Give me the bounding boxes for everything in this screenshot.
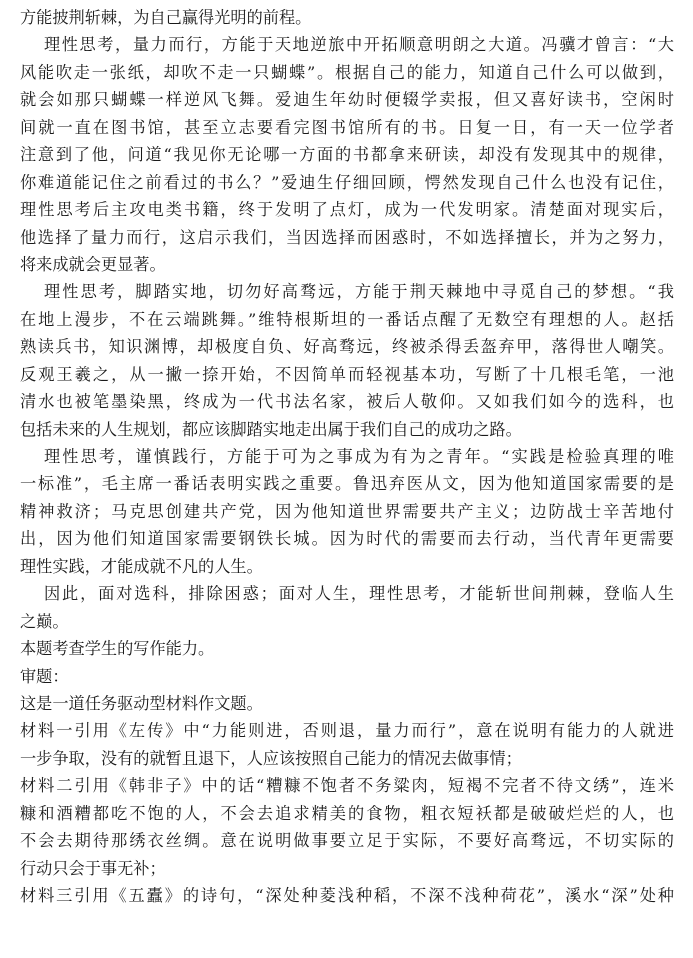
text-line: 理性思考，脚踏实地，切勿好高骛远，方能于荆天棘地中寻觅自己的梦想。“我 xyxy=(44,282,674,302)
text-line: 之巅。 xyxy=(20,611,69,631)
text-line: 方能披荆斩棘，为自己赢得光明的前程。 xyxy=(20,8,312,27)
text-line: 这是一道任务驱动型材料作文题。 xyxy=(20,693,263,713)
text-line: 材料三引用《五蠹》的诗句，“深处种菱浅种稻，不深不浅种荷花”，溪水“深”处种 xyxy=(20,886,674,905)
text-line: 理性实践，才能成就不凡的人生。 xyxy=(20,556,263,576)
text-line: 精神救济；马克思创建共产党，因为他知道世界需要共产主义；边防战士辛苦地付 xyxy=(20,501,674,521)
text-line: 将来成就会更显著。 xyxy=(20,254,166,274)
text-line: 本题考查学生的写作能力。 xyxy=(20,639,215,659)
text-line: 审题： xyxy=(20,666,69,686)
text-line: 行动只会于事无补； xyxy=(20,858,166,878)
text-line: 注意到了他，问道“我见你无论哪一方面的书都拿来研读，却没有发现其中的规律， xyxy=(20,145,674,165)
text-line: 不会去期待那绣衣丝绸。意在说明做事要立足于实际，不要好高骛远，不切实际的 xyxy=(20,831,674,851)
text-line: 一标准”，毛主席一番话表明实践之重要。鲁迅弃医从文，因为他知道国家需要的是 xyxy=(20,474,674,494)
text-line: 材料一引用《左传》中“力能则进，否则退，量力而行”，意在说明有能力的人就进 xyxy=(20,721,674,741)
text-line: 反观王羲之，从一撇一捺开始，不因简单而轻视基本功，写断了十几根毛笔，一池 xyxy=(20,364,674,384)
text-line: 清水也被笔墨染黑，终成为一代书法名家，被后人敬仰。又如我们如今的选科，也 xyxy=(20,392,674,412)
text-line: 一步争取，没有的就暂且退下，人应该按照自己能力的情况去做事情； xyxy=(20,748,522,768)
text-line: 材料二引用《韩非子》中的话“糟糠不饱者不务粱肉，短褐不完者不待文绣”，连米 xyxy=(20,776,674,796)
text-line: 他选择了量力而行，这启示我们，当因选择而困惑时，不如选择擅长，并为之努力， xyxy=(20,227,674,247)
text-line: 因此，面对选科，排除困惑；面对人生，理性思考，才能斩世间荆棘，登临人生 xyxy=(44,584,674,604)
text-line: 出，因为他们知道国家需要钢铁长城。因为时代的需要而去行动，当代青年更需要 xyxy=(20,529,674,549)
text-line: 风能吹走一张纸，却吹不走一只蝴蝶”。根据自己的能力，知道自己什么可以做到， xyxy=(20,62,674,82)
text-line: 理性思考后主攻电类书籍，终于发明了点灯，成为一代发明家。清楚面对现实后， xyxy=(20,200,674,220)
text-line: 包括未来的人生规划，都应该脚踏实地走出属于我们自己的成功之路。 xyxy=(20,419,522,439)
text-line: 理性思考，谨慎践行，方能于可为之事成为有为之青年。“实践是检验真理的唯 xyxy=(44,447,674,466)
text-line: 就会如那只蝴蝶一样逆风飞舞。爱迪生年幼时便辍学卖报，但又喜好读书，空闲时 xyxy=(20,90,674,110)
text-line: 间就一直在图书馆，甚至立志要看完图书馆所有的书。日复一日，有一天一位学者 xyxy=(20,117,674,137)
text-line: 你难道能记住之前看过的书么？”爱迪生仔细回顾，愕然发现自己什么也没有记住， xyxy=(20,172,674,192)
document-page xyxy=(20,4,674,909)
text-line: 在地上漫步，不在云端跳舞。”维特根斯坦的一番话点醒了无数空有理想的人。赵括 xyxy=(20,309,674,329)
text-line: 熟读兵书，知识渊博，却极度自负、好高骛远，终被杀得丢盔弃甲，落得世人嘲笑。 xyxy=(20,337,674,357)
text-line: 理性思考，量力而行，方能于天地逆旅中开拓顺意明朗之大道。冯骥才曾言：“大 xyxy=(44,35,674,55)
text-line: 糠和酒糟都吃不饱的人，不会去追求精美的食物，粗衣短袄都是破破烂烂的人，也 xyxy=(20,803,674,823)
